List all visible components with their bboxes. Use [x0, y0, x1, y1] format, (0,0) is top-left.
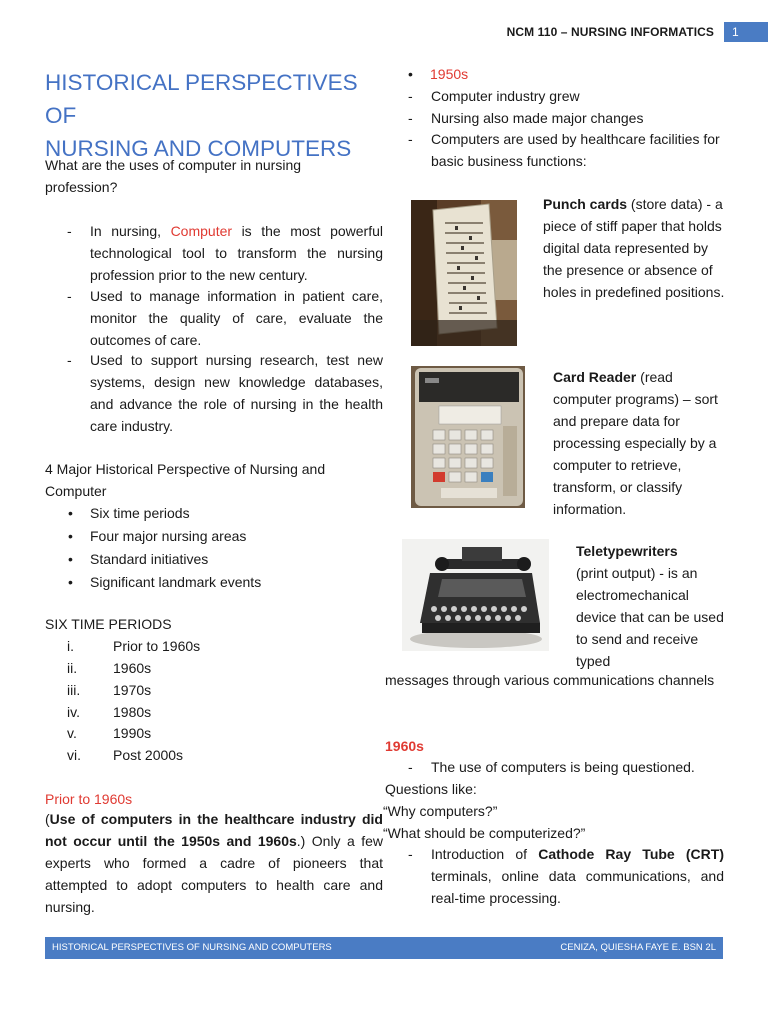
question-1: “Why computers?” — [383, 803, 498, 819]
card-reader-image — [411, 366, 525, 508]
card-reader-description: Card Reader (read computer programs) – sort and prepare data for processing especially by a computer to retrieve, transform, or classify information. — [553, 369, 718, 517]
sixties-item-2: - Introduction of Cathode Ray Tube (CRT) terminals, online data communications, and real-time processing. — [408, 846, 724, 906]
page-title — [45, 66, 385, 165]
title-line-2: NURSING AND COMPUTERS — [45, 136, 352, 161]
major-item-4: • Significant landmark events — [68, 574, 262, 590]
major-heading: 4 Major Historical Perspective of Nursing and Computer — [45, 461, 326, 499]
card-reader-photo — [411, 366, 525, 508]
teletypewriter-description: Teletypewriters (print output) - is an electromechanical device that can be used to send and receive typed — [576, 543, 724, 669]
title-line-1: HISTORICAL PERSPECTIVES OF — [45, 70, 358, 128]
period-item-6: vi. Post 2000s — [67, 747, 184, 763]
major-item-2: • Four major nursing areas — [68, 528, 247, 544]
computer-highlight: Computer — [170, 223, 233, 239]
footer-author: CENIZA, QUIESHA FAYE E. BSN 2L — [560, 942, 716, 953]
page-footer — [45, 937, 723, 959]
fifties-item-1: - Computer industry grew — [408, 88, 580, 104]
teletypewriter-continued: messages through various communications channels — [385, 672, 715, 688]
punch-card-description: Punch cards (store data) - a piece of stiff paper that holds digital data represented by the presence or absence of holes in predefined positions. — [543, 196, 725, 300]
major-item-3: • Standard initiatives — [68, 551, 209, 567]
header-title: NCM 110 – NURSING INFORMATICS — [506, 25, 714, 39]
period-item-3: iii. 1970s — [67, 682, 152, 698]
major-item-1: • Six time periods — [68, 505, 190, 521]
period-item-5: v. 1990s — [67, 725, 152, 741]
period-item-4: iv. 1980s — [67, 704, 152, 720]
fifties-item-3: - Computers are used by healthcare facilities for basic business functions: — [408, 131, 720, 169]
teletypewriter-photo — [402, 539, 549, 651]
page-number: 1 — [724, 22, 768, 42]
teletypewriter-image — [402, 539, 549, 651]
period-item-1: i. Prior to 1960s — [67, 638, 201, 654]
periods-heading: SIX TIME PERIODS — [45, 616, 172, 632]
sixties-heading: 1960s — [385, 738, 424, 754]
fifties-heading: • 1950s — [408, 66, 469, 82]
prior-heading: Prior to 1960s — [45, 791, 133, 807]
punch-card-image — [411, 200, 517, 346]
use-item-1: - In nursing, Computer is the most powerful technological tool to transform the nursing profession prior to the new century. — [67, 223, 384, 283]
punch-card-photo — [411, 200, 517, 346]
footer-title: HISTORICAL PERSPECTIVES OF NURSING AND COMPUTERS — [52, 942, 332, 953]
fifties-item-2: - Nursing also made major changes — [408, 110, 644, 126]
page-header — [0, 22, 768, 42]
question-2: “What should be computerized?” — [383, 825, 586, 841]
questions-label: Questions like: — [385, 781, 477, 797]
prior-paragraph: (Use of computers in the healthcare industry did not occur until the 1950s and 1960s.) Only a few experts who formed a cadre of pioneers that attempted to adopt computers to health care and nursing. — [45, 811, 383, 915]
sixties-item-1: - The use of computers is being questioned. — [408, 759, 695, 775]
question-text: What are the uses of computer in nursing profession? — [45, 157, 302, 195]
use-item-2: - Used to manage information in patient care, monitor the quality of care, evaluate the outcomes of care. — [67, 288, 383, 348]
use-item-3: - Used to support nursing research, test new systems, design new knowledge databases, and advance the role of nursing in the health care industry. — [67, 352, 383, 434]
period-item-2: ii. 1960s — [67, 660, 152, 676]
